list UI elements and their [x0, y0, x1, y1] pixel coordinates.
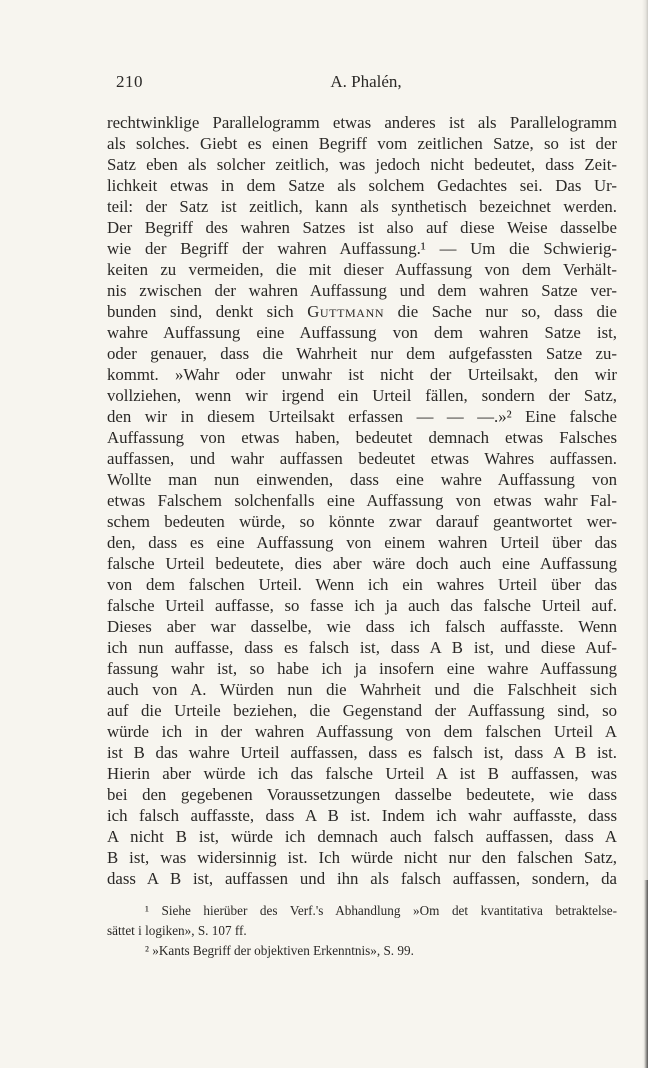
body-line: den wir in diesem Urteilsakt erfassen — — —.»² Eine falsche	[107, 407, 617, 426]
body-line: kommt. »Wahr oder unwahr ist nicht der Urteilsakt, den wir	[107, 365, 617, 384]
body-line: Auffassung von etwas haben, bedeutet demnach etwas Falsches	[107, 428, 617, 447]
body-line: Hierin aber würde ich das falsche Urteil A ist B auffassen, was	[107, 764, 617, 783]
running-head: A. Phalén,	[330, 72, 402, 91]
body-line: Wollte man nun einwenden, dass eine wahre Auffassung von	[107, 470, 617, 489]
body-line: nis zwischen der wahren Auffassung und dem wahren Satze ver-	[107, 281, 617, 300]
body-line: oder genauer, dass die Wahrheit nur dem aufgefassten Satze zu-	[107, 344, 617, 363]
body-line: ich falsch auffasste, dass A B ist. Indem ich wahr auffasste, dass	[107, 806, 617, 825]
body-line: würde ich in der wahren Auffassung von dem falschen Urteil A	[107, 722, 617, 741]
body-line: schem bedeuten würde, so könnte zwar darauf geantwortet wer-	[107, 512, 617, 531]
body-line: bunden sind, denkt sich Guttmann die Sache nur so, dass die	[107, 302, 617, 321]
footnote-1-line-1: ¹ Siehe hierüber des Verf.'s Abhandlung »Om det kvantitativa betraktelse-	[145, 903, 617, 918]
body-line: Satz eben als solcher zeitlich, was jedoch nicht bedeutet, dass Zeit-	[107, 155, 617, 174]
body-line: als solches. Giebt es einen Begriff vom zeitlichen Satze, so ist der	[107, 134, 617, 153]
page-number: 210	[116, 72, 143, 91]
body-line: etwas Falschem solchenfalls eine Auffassung von etwas wahr Fal-	[107, 491, 617, 510]
footnote-2: ² »Kants Begriff der objektiven Erkenntnis», S. 99.	[145, 943, 414, 958]
body-line: ist B das wahre Urteil auffassen, dass es falsch ist, dass A B ist.	[107, 743, 617, 762]
body-line: auch von A. Würden nun die Wahrheit und die Falschheit sich	[107, 680, 617, 699]
body-line: Der Begriff des wahren Satzes ist also auf diese Weise dasselbe	[107, 218, 617, 237]
body-line: keiten zu vermeiden, die mit dieser Auffassung von dem Verhält-	[107, 260, 617, 279]
body-line: falsche Urteil bedeutete, dies aber wäre doch auch eine Auffassung	[107, 554, 617, 573]
body-line: ich nun auffasse, dass es falsch ist, dass A B ist, und diese Auf-	[107, 638, 617, 657]
body-line: wahre Auffassung eine Auffassung von dem wahren Satze ist,	[107, 323, 617, 342]
page-edge-binding	[644, 880, 648, 1068]
footnote-1-line-2: sättet i logiken», S. 107 ff.	[107, 923, 247, 938]
body-line: teil: der Satz ist zeitlich, kann als synthetisch bezeichnet werden.	[107, 197, 617, 216]
body-line: wie der Begriff der wahren Auffassung.¹ — Um die Schwierig-	[107, 239, 617, 258]
body-line: den, dass es eine Auffassung von einem wahren Urteil über das	[107, 533, 617, 552]
body-line: auffassen, und wahr auffassen bedeutet etwas Wahres auffassen.	[107, 449, 617, 468]
author-name: Guttmann	[307, 302, 385, 321]
body-line: lichkeit etwas in dem Satze als solchem Gedachtes sei. Das Ur-	[107, 176, 617, 195]
body-line: Dieses aber war dasselbe, wie dass ich falsch auffasste. Wenn	[107, 617, 617, 636]
body-line: vollziehen, wenn wir irgend ein Urteil fällen, sondern der Satz,	[107, 386, 617, 405]
body-line: dass A B ist, auffassen und ihn als falsch auffassen, sondern, da	[107, 869, 617, 888]
footnotes	[107, 901, 617, 961]
body-line: A nicht B ist, würde ich demnach auch falsch auffassen, dass A	[107, 827, 617, 846]
page-header	[116, 72, 616, 94]
body-line: rechtwinklige Parallelogramm etwas anderes ist als Parallelogramm	[107, 113, 617, 132]
body-line: falsche Urteil auffasse, so fasse ich ja auch das falsche Urteil auf.	[107, 596, 617, 615]
body-line: auf die Urteile beziehen, die Gegenstand der Auffassung sind, so	[107, 701, 617, 720]
body-line: von dem falschen Urteil. Wenn ich ein wahres Urteil über das	[107, 575, 617, 594]
body-line: B ist, was widersinnig ist. Ich würde nicht nur den falschen Satz,	[107, 848, 617, 867]
body-line: fassung wahr ist, so habe ich ja insofern eine wahre Auffassung	[107, 659, 617, 678]
body-line: bei den gegebenen Voraussetzungen dasselbe bedeutete, wie dass	[107, 785, 617, 804]
body-text	[107, 112, 617, 889]
